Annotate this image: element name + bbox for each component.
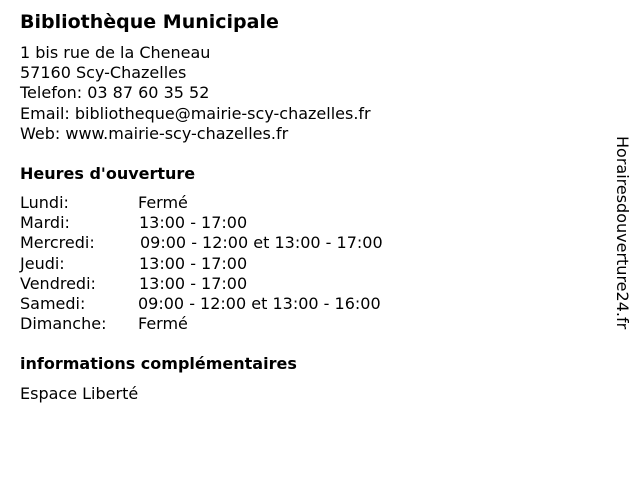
opening-hours-heading: Heures d'ouverture bbox=[20, 164, 196, 183]
day-hours: 13:00 - 17:00 bbox=[139, 273, 248, 293]
additional-info-text: Espace Liberté bbox=[20, 384, 139, 403]
phone-number: Telefon: 03 87 60 35 52 bbox=[20, 83, 210, 103]
day-hours: 13:00 - 17:00 bbox=[139, 253, 248, 273]
day-hours: Fermé bbox=[138, 314, 188, 334]
day-label: Vendredi: bbox=[20, 273, 96, 293]
day-label: Dimanche: bbox=[20, 314, 107, 334]
address-city: 57160 Scy-Chazelles bbox=[20, 63, 187, 83]
day-hours: 13:00 - 17:00 bbox=[139, 213, 248, 233]
address-street: 1 bis rue de la Cheneau bbox=[20, 43, 211, 62]
day-hours: 09:00 - 12:00 et 13:00 - 16:00 bbox=[138, 293, 381, 313]
email-address: Email: bibliotheque@mairie-scy-chazelles.fr bbox=[20, 103, 371, 123]
additional-info-heading: informations complémentaires bbox=[20, 354, 297, 373]
website-url: Web: www.mairie-scy-chazelles.fr bbox=[20, 123, 289, 143]
watermark bbox=[612, 136, 632, 372]
watermark-text: Horairesdouverture24.fr bbox=[613, 136, 632, 330]
day-label: Jeudi: bbox=[20, 253, 65, 273]
day-label: Samedi: bbox=[20, 293, 86, 313]
contact-block bbox=[20, 43, 371, 144]
library-name: Bibliothèque Municipale bbox=[20, 11, 279, 33]
day-hours: Fermé bbox=[138, 193, 188, 212]
day-hours: 09:00 - 12:00 et 13:00 - 17:00 bbox=[140, 233, 383, 253]
day-label: Mardi: bbox=[20, 213, 70, 233]
day-label: Mercredi: bbox=[20, 233, 95, 253]
day-label: Lundi: bbox=[20, 193, 69, 212]
